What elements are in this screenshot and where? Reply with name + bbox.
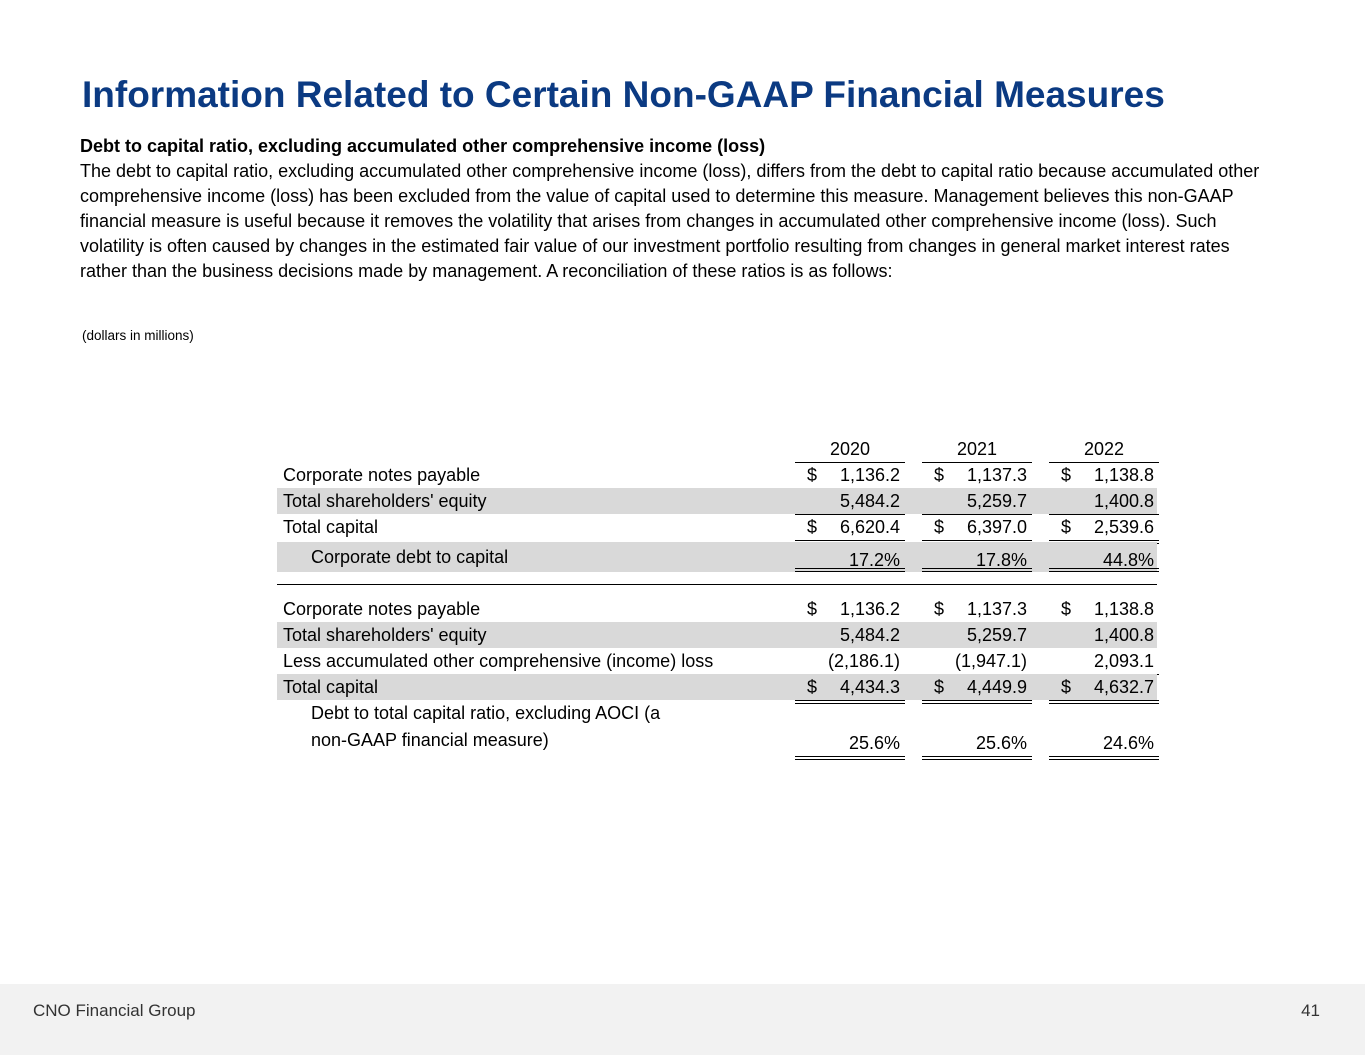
page-number: 41	[1301, 1001, 1320, 1020]
row-label: Corporate debt to capital	[311, 547, 509, 567]
unit-note: (dollars in millions)	[82, 328, 194, 343]
row-label: Total shareholders' equity	[283, 625, 487, 645]
value-cell: 17.8%	[922, 542, 1032, 572]
row-label: Corporate notes payable	[283, 465, 481, 485]
table-header-row	[277, 436, 1157, 462]
value-cell: 1,400.8	[1049, 488, 1159, 515]
value-cell: (1,947.1)	[922, 648, 1032, 675]
value-cell: 24.6%	[1049, 730, 1159, 760]
value-cell: 5,259.7	[966, 625, 1027, 645]
page-title: Information Related to Certain Non-GAAP Financial Measures	[82, 74, 1165, 115]
value-cell: 44.8%	[1049, 542, 1159, 572]
row-label: Total capital	[283, 677, 379, 697]
year-header: 2020	[795, 436, 905, 463]
table-row	[277, 622, 1157, 648]
row-label: Total shareholders' equity	[283, 491, 487, 511]
value-cell: (2,186.1)	[795, 648, 905, 675]
value-cell: $ 6,620.4	[795, 514, 905, 544]
value-cell: $ 1,138.8	[1061, 465, 1154, 485]
table-row	[277, 700, 1157, 756]
value-cell: $ 2,539.6	[1049, 514, 1159, 544]
reconciliation-table	[277, 436, 1157, 756]
value-cell: $ 1,138.8	[1061, 599, 1154, 619]
value-cell: $ 6,397.0	[922, 514, 1032, 544]
table-row	[277, 674, 1157, 700]
year-header: 2021	[922, 436, 1032, 463]
table-row	[277, 488, 1157, 514]
row-label: Debt to total capital ratio, excluding AOCI (a	[311, 703, 661, 723]
value-cell: 25.6%	[795, 730, 905, 760]
value-cell: 1,400.8	[1093, 625, 1154, 645]
value-cell: $ 1,136.2	[807, 599, 900, 619]
value-cell: $ 4,449.9	[922, 674, 1032, 704]
value-cell: $ 4,632.7	[1049, 674, 1159, 704]
table-row	[277, 542, 1157, 572]
value-cell: 5,259.7	[922, 488, 1032, 515]
company-name: CNO Financial Group	[33, 1001, 196, 1020]
value-cell: $ 1,137.3	[934, 465, 1027, 485]
table-row	[277, 596, 1157, 622]
value-cell: 17.2%	[795, 542, 905, 572]
year-header: 2022	[1049, 436, 1159, 463]
section-divider	[277, 572, 1157, 596]
footer-bar	[0, 984, 1365, 1055]
table-row	[277, 514, 1157, 540]
row-label: non-GAAP financial measure)	[311, 730, 549, 750]
value-cell: 25.6%	[922, 730, 1032, 760]
row-label: Corporate notes payable	[283, 599, 481, 619]
row-label: Less accumulated other comprehensive (income) loss	[283, 651, 714, 671]
description-paragraph: The debt to capital ratio, excluding accumulated other comprehensive income (loss), differs from the debt to capital ratio because accumulated other comprehensive income (loss) has been excluded from the value of capital used to determine this measure. Management believes this non-GAAP financial measure is useful because it removes the volatility that arises from changes in accumulated other comprehensive income (loss). Such volatility is often caused by changes in the estimated fair value of our investment portfolio resulting from changes in general market interest rates rather than the business decisions made by management. A reconciliation of these ratios is as follows:	[80, 161, 1260, 281]
value-cell: 5,484.2	[839, 625, 900, 645]
value-cell: 2,093.1	[1049, 648, 1159, 675]
table-row	[277, 462, 1157, 488]
row-label: Total capital	[283, 517, 379, 537]
value-cell: $ 4,434.3	[795, 674, 905, 704]
table-row	[277, 648, 1157, 674]
value-cell: 5,484.2	[795, 488, 905, 515]
value-cell: $ 1,137.3	[934, 599, 1027, 619]
section-subtitle: Debt to capital ratio, excluding accumulated other comprehensive income (loss)	[80, 136, 766, 156]
value-cell: $ 1,136.2	[807, 465, 900, 485]
